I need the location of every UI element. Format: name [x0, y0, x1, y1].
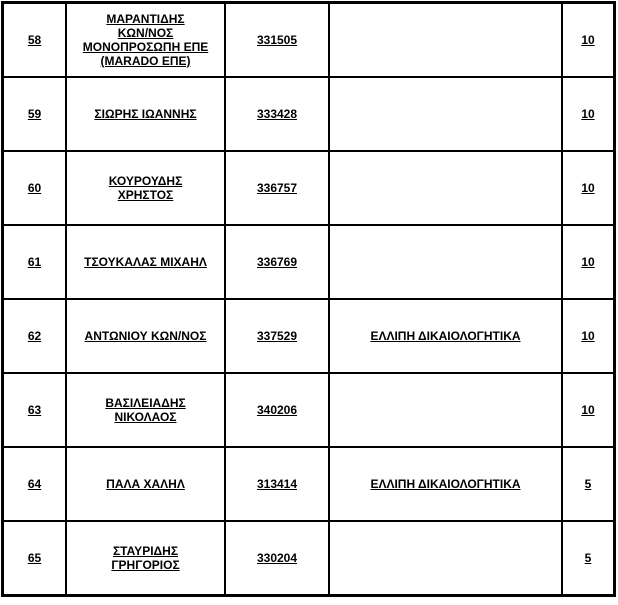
score: 10 — [562, 77, 614, 151]
row-number: 61 — [3, 225, 66, 299]
table-row — [3, 299, 614, 373]
table-row — [3, 225, 614, 299]
row-number: 58 — [3, 3, 66, 77]
applicant-name: ΤΣΟΥΚΑΛΑΣ ΜΙΧΑΗΛ — [66, 225, 225, 299]
protocol-code: 331505 — [225, 3, 329, 77]
applicant-name: ΠΑΛΑ ΧΑΛΗΛ — [66, 447, 225, 521]
applicant-name: ΒΑΣΙΛΕΙΑΔΗΣ ΝΙΚΟΛΑΟΣ — [66, 373, 225, 447]
row-number: 62 — [3, 299, 66, 373]
remarks — [329, 225, 562, 299]
remarks: ΕΛΛΙΠΗ ΔΙΚΑΙΟΛΟΓΗΤΙΚΑ — [329, 447, 562, 521]
table-row — [3, 373, 614, 447]
row-number: 65 — [3, 521, 66, 595]
protocol-code: 336769 — [225, 225, 329, 299]
applicant-name: ΣΤΑΥΡΙΔΗΣ ΓΡΗΓΟΡΙΟΣ — [66, 521, 225, 595]
applicant-name: ΑΝΤΩΝΙΟΥ ΚΩΝ/ΝΟΣ — [66, 299, 225, 373]
row-number: 59 — [3, 77, 66, 151]
remarks — [329, 373, 562, 447]
applicant-name: ΜΑΡΑΝΤΙΔΗΣ ΚΩΝ/ΝΟΣ ΜΟΝΟΠΡΟΣΩΠΗ ΕΠΕ (MARADO ΕΠΕ) — [66, 3, 225, 77]
score: 10 — [562, 3, 614, 77]
protocol-code: 336757 — [225, 151, 329, 225]
score: 10 — [562, 225, 614, 299]
score: 10 — [562, 299, 614, 373]
score: 5 — [562, 447, 614, 521]
results-table — [1, 1, 616, 597]
table-row — [3, 447, 614, 521]
protocol-code: 337529 — [225, 299, 329, 373]
score: 10 — [562, 151, 614, 225]
score: 5 — [562, 521, 614, 595]
table-row — [3, 521, 614, 595]
score: 10 — [562, 373, 614, 447]
row-number: 60 — [3, 151, 66, 225]
remarks — [329, 3, 562, 77]
row-number: 64 — [3, 447, 66, 521]
protocol-code: 330204 — [225, 521, 329, 595]
protocol-code: 340206 — [225, 373, 329, 447]
remarks: ΕΛΛΙΠΗ ΔΙΚΑΙΟΛΟΓΗΤΙΚΑ — [329, 299, 562, 373]
protocol-code: 333428 — [225, 77, 329, 151]
remarks — [329, 151, 562, 225]
applicant-name: ΚΟΥΡΟΥΔΗΣ ΧΡΗΣΤΟΣ — [66, 151, 225, 225]
table-row — [3, 3, 614, 77]
remarks — [329, 521, 562, 595]
table-row — [3, 151, 614, 225]
remarks — [329, 77, 562, 151]
applicant-name: ΣΙΩΡΗΣ ΙΩΑΝΝΗΣ — [66, 77, 225, 151]
protocol-code: 313414 — [225, 447, 329, 521]
row-number: 63 — [3, 373, 66, 447]
table-row — [3, 77, 614, 151]
